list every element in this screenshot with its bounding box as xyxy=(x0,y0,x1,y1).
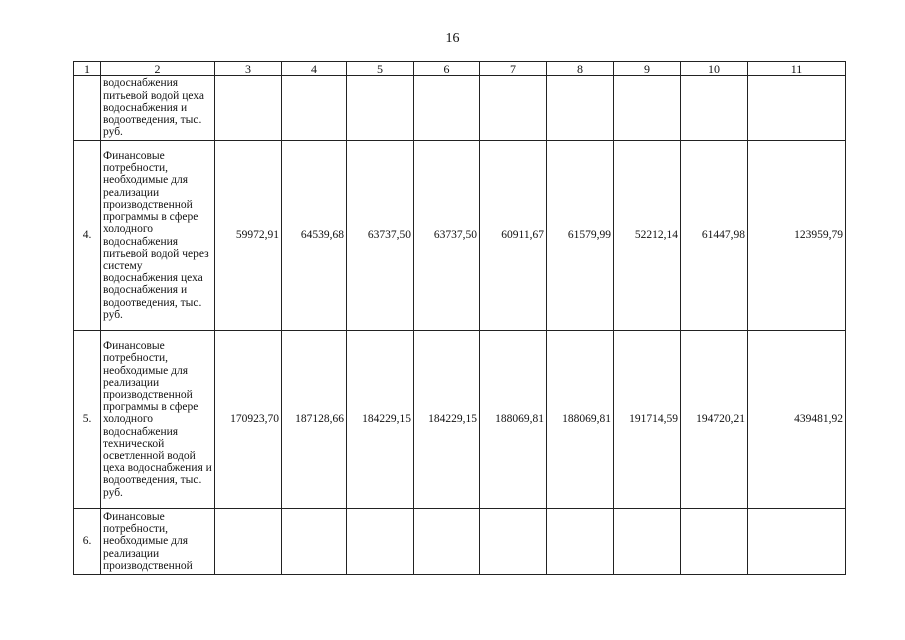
row-description: Финансовые потребности, необходимые для реализации производственной программы в сфере холодного водоснабжения технической осветленной водой цеха водоснабжения и водоотведения, тыс. руб. xyxy=(101,331,215,509)
column-header: 9 xyxy=(614,62,681,76)
value-cell: 439481,92 xyxy=(748,331,846,509)
value-cell xyxy=(681,509,748,575)
value-cell xyxy=(748,509,846,575)
value-cell xyxy=(414,76,480,141)
row-description: Финансовые потребности, необходимые для реализации производственной программы в сфере холодного водоснабжения питьевой водой через систему водоснабжения цеха водоснабжения и водоотведения, тыс. руб. xyxy=(101,141,215,331)
value-cell: 52212,14 xyxy=(614,141,681,331)
value-cell xyxy=(282,76,347,141)
value-cell xyxy=(282,509,347,575)
value-cell: 184229,15 xyxy=(414,331,480,509)
table-row xyxy=(74,331,846,509)
row-number: 5. xyxy=(74,331,101,509)
row-description: Финансовые потребности, необходимые для реализации производственной xyxy=(101,509,215,575)
column-header: 11 xyxy=(748,62,846,76)
value-cell: 60911,67 xyxy=(480,141,547,331)
row-number: 4. xyxy=(74,141,101,331)
value-cell xyxy=(480,509,547,575)
value-cell: 184229,15 xyxy=(347,331,414,509)
value-cell: 191714,59 xyxy=(614,331,681,509)
value-cell xyxy=(414,509,480,575)
value-cell: 63737,50 xyxy=(347,141,414,331)
table-row xyxy=(74,509,846,575)
value-cell: 64539,68 xyxy=(282,141,347,331)
column-header: 3 xyxy=(215,62,282,76)
value-cell: 188069,81 xyxy=(480,331,547,509)
value-cell xyxy=(347,509,414,575)
table-header-row xyxy=(74,62,846,76)
value-cell: 63737,50 xyxy=(414,141,480,331)
value-cell xyxy=(681,76,748,141)
page-number: 16 xyxy=(445,31,460,46)
row-number xyxy=(74,76,101,141)
value-cell xyxy=(614,76,681,141)
value-cell: 59972,91 xyxy=(215,141,282,331)
value-cell xyxy=(547,76,614,141)
column-header: 8 xyxy=(547,62,614,76)
column-header: 2 xyxy=(101,62,215,76)
value-cell: 61579,99 xyxy=(547,141,614,331)
row-description: водоснабжения питьевой водой цеха водоснабжения и водоотведения, тыс. руб. xyxy=(101,76,215,141)
value-cell xyxy=(748,76,846,141)
value-cell: 187128,66 xyxy=(282,331,347,509)
value-cell: 170923,70 xyxy=(215,331,282,509)
value-cell xyxy=(215,509,282,575)
table-row xyxy=(74,76,846,141)
value-cell: 61447,98 xyxy=(681,141,748,331)
value-cell xyxy=(480,76,547,141)
column-header: 1 xyxy=(74,62,101,76)
value-cell xyxy=(547,509,614,575)
data-table xyxy=(73,61,846,575)
column-header: 4 xyxy=(282,62,347,76)
table-row xyxy=(74,141,846,331)
value-cell xyxy=(215,76,282,141)
value-cell: 123959,79 xyxy=(748,141,846,331)
column-header: 10 xyxy=(681,62,748,76)
column-header: 7 xyxy=(480,62,547,76)
column-header: 6 xyxy=(414,62,480,76)
value-cell xyxy=(347,76,414,141)
value-cell xyxy=(614,509,681,575)
column-header: 5 xyxy=(347,62,414,76)
row-number: 6. xyxy=(74,509,101,575)
value-cell: 188069,81 xyxy=(547,331,614,509)
value-cell: 194720,21 xyxy=(681,331,748,509)
